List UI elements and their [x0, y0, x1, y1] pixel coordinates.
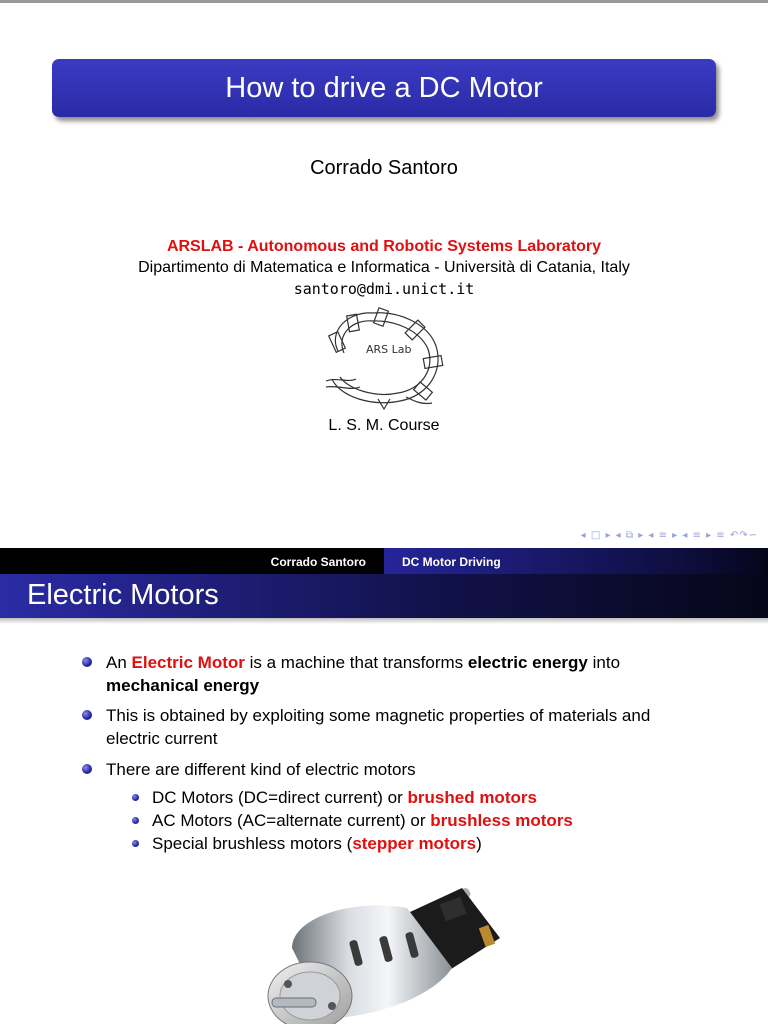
bullet-text: is a machine that transforms — [244, 653, 468, 672]
highlight-term: brushed motors — [407, 788, 537, 807]
department-name: Dipartimento di Matematica e Informatica - Università di Catania, Italy — [138, 259, 630, 276]
slide-headline — [0, 548, 768, 574]
sub-list-item — [152, 786, 712, 809]
sub-bullet-text: AC Motors (AC=alternate current) or — [152, 811, 431, 830]
bullet-text: into — [587, 653, 621, 672]
frame-title-shadow — [0, 618, 768, 624]
sub-list-item — [152, 809, 712, 832]
bullet-marker — [82, 657, 92, 667]
presentation-title: How to drive a DC Motor — [52, 59, 716, 117]
bold-term: mechanical energy — [106, 676, 260, 695]
bullet-text: An — [106, 653, 132, 672]
frame-title: Electric Motors — [0, 574, 768, 618]
sub-bullet-marker — [132, 817, 139, 824]
author-email: santoro@dmi.unict.it — [293, 280, 475, 298]
svg-text:ARS Lab: ARS Lab — [366, 343, 412, 356]
dc-motor-image — [232, 878, 532, 1024]
highlight-term: Electric Motor — [131, 653, 245, 672]
bold-term: electric energy — [467, 653, 588, 672]
bullet-marker — [82, 764, 92, 774]
sub-list-item — [152, 832, 712, 855]
sub-bullet-marker — [132, 840, 139, 847]
headline-author: Corrado Santoro — [270, 555, 366, 569]
logo-lettering — [366, 343, 412, 356]
lab-name: ARSLAB - Autonomous and Robotic Systems Laboratory — [166, 238, 602, 255]
highlight-term: brushless motors — [430, 811, 573, 830]
highlight-term: stepper motors — [352, 834, 477, 853]
beamer-navigation-bar[interactable]: ◂ □ ▸ ◂ ⧉ ▸ ◂ ≡ ▸ ◂ ≡ ▸ ≡ ↶↷∽ — [580, 530, 758, 541]
sub-bullet-text: Special brushless motors ( — [152, 834, 353, 853]
arslab-logo — [318, 301, 450, 413]
headline-title: DC Motor Driving — [384, 548, 768, 574]
course-name: L. S. M. Course — [328, 417, 440, 434]
content-slide — [0, 548, 768, 1024]
author-name: Corrado Santoro — [310, 157, 458, 179]
sub-bullet-text: DC Motors (DC=direct current) or — [152, 788, 408, 807]
sub-bullet-marker — [132, 794, 139, 801]
sub-bullet-text: ) — [476, 834, 482, 853]
list-item: There are different kind of electric motors — [106, 760, 416, 779]
list-item: This is obtained by exploiting some magnetic properties of materials and electric current — [106, 706, 651, 748]
list-item — [106, 651, 706, 697]
title-slide — [0, 3, 768, 548]
bullet-marker — [82, 710, 92, 720]
